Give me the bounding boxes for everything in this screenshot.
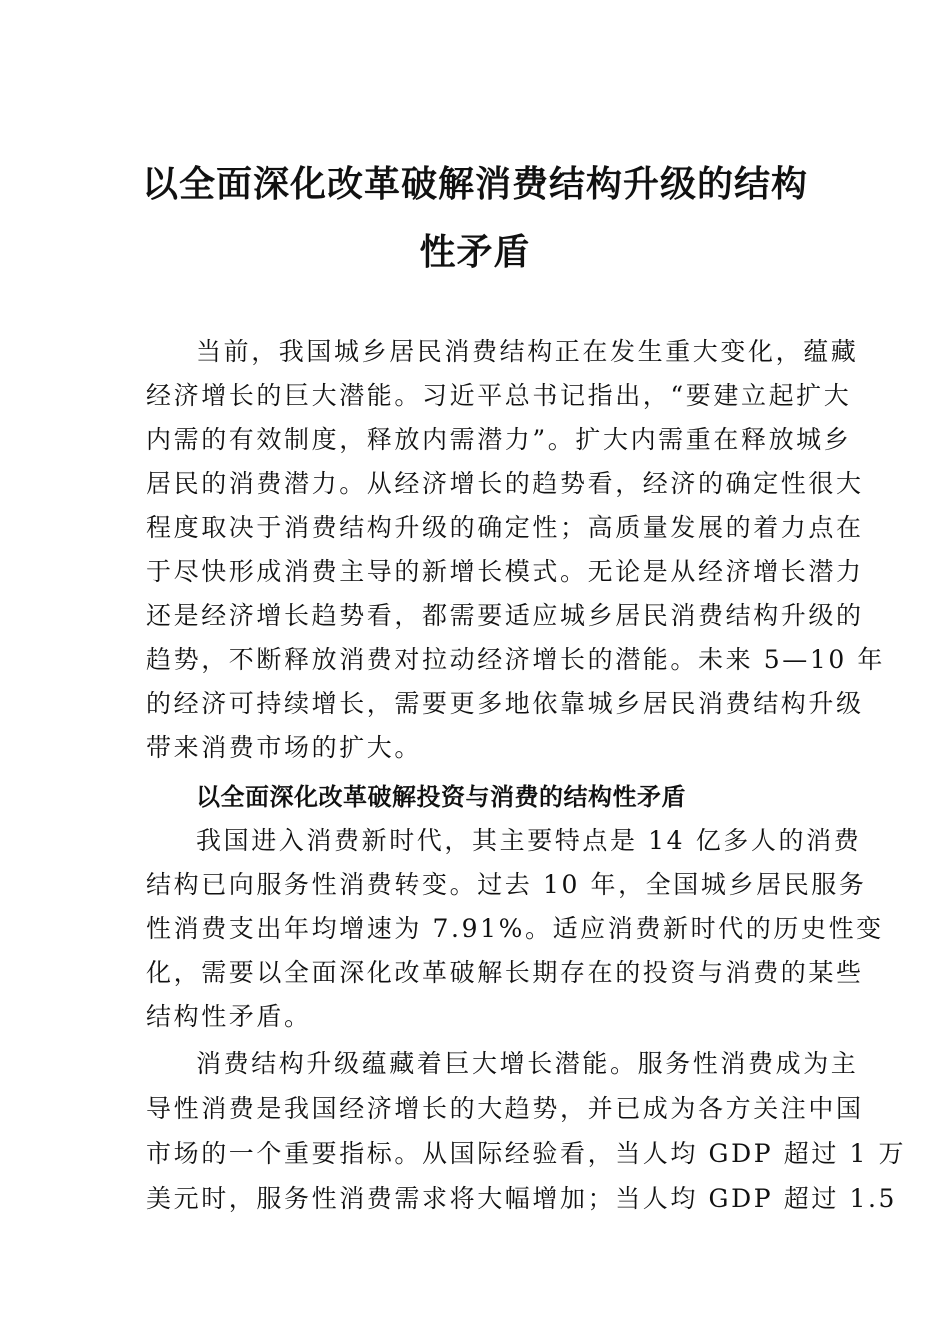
paragraph-1-line: 趋势，不断释放消费对拉动经济增长的潜能。未来 5—10 年 — [146, 645, 886, 674]
paragraph-2-line: 结构性矛盾。 — [146, 1002, 312, 1031]
document-title-line-1: 以全面深化改革破解消费结构升级的结构 — [141, 163, 808, 205]
paragraph-1-line: 于尽快形成消费主导的新增长模式。无论是从经济增长潜力 — [146, 557, 864, 586]
paragraph-2-line: 结构已向服务性消费转变。过去 10 年，全国城乡居民服务 — [146, 870, 867, 899]
paragraph-1-line: 的经济可持续增长，需要更多地依靠城乡居民消费结构升级 — [146, 689, 864, 718]
paragraph-2-line: 我国进入消费新时代，其主要特点是 14 亿多人的消费 — [196, 826, 862, 855]
paragraph-3-line: 市场的一个重要指标。从国际经验看，当人均 GDP 超过 1 万 — [146, 1139, 907, 1168]
document-title-line-2: 性矛盾 — [419, 231, 531, 273]
paragraph-1-line: 还是经济增长趋势看，都需要适应城乡居民消费结构升级的 — [146, 601, 864, 630]
section-subheading: 以全面深化改革破解投资与消费的结构性矛盾 — [196, 783, 686, 811]
paragraph-1-line: 带来消费市场的扩大。 — [146, 733, 423, 762]
paragraph-1-line: 内需的有效制度，释放内需潜力”。扩大内需重在释放城乡 — [146, 425, 852, 454]
paragraph-1-line: 居民的消费潜力。从经济增长的趋势看，经济的确定性很大 — [146, 469, 864, 498]
paragraph-1-line: 当前，我国城乡居民消费结构正在发生重大变化，蕴藏 — [196, 337, 859, 366]
paragraph-2-line: 化，需要以全面深化改革破解长期存在的投资与消费的某些 — [146, 958, 864, 987]
paragraph-3-line: 导性消费是我国经济增长的大趋势，并已成为各方关注中国 — [146, 1094, 864, 1123]
paragraph-1-line: 经济增长的巨大潜能。习近平总书记指出，“要建立起扩大 — [146, 381, 852, 410]
paragraph-2-line: 性消费支出年均增速为 7.91%。适应消费新时代的历史性变 — [146, 914, 884, 943]
paragraph-3-line: 美元时，服务性消费需求将大幅增加；当人均 GDP 超过 1.5 — [146, 1184, 898, 1213]
paragraph-1-line: 程度取决于消费结构升级的确定性；高质量发展的着力点在 — [146, 513, 864, 542]
paragraph-3-line: 消费结构升级蕴藏着巨大增长潜能。服务性消费成为主 — [196, 1049, 859, 1078]
